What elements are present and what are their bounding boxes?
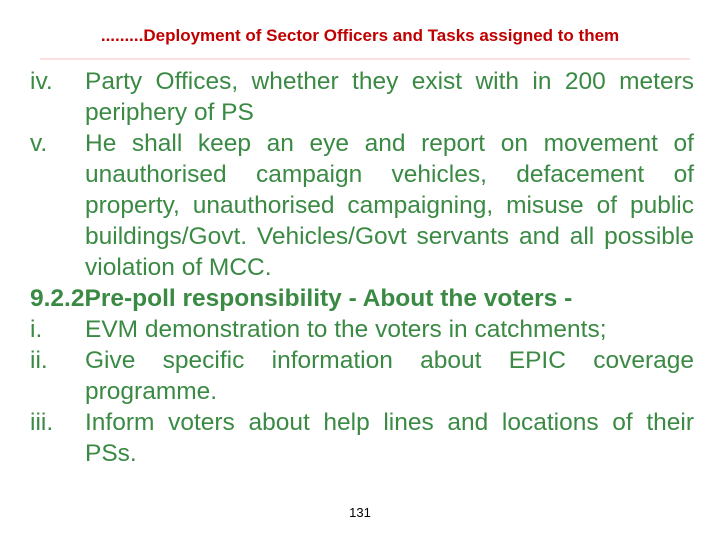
list-item-v [30,128,694,283]
title-divider [40,58,690,60]
list-text: Inform voters about help lines and locations of their PSs. [85,409,694,467]
list-text: Party Offices, whether they exist with in 200 meters periphery of PS [85,68,694,126]
page-number: 131 [349,505,371,520]
slide-title: .........Deployment of Sector Officers and Tasks assigned to them [100,26,620,45]
list-item-i [30,314,694,345]
list-text: He shall keep an eye and report on movement of unauthorised campaign vehicles, defacement of property, unauthorised campaigning, misuse of public buildings/Govt. Vehicles/Govt servants and all possible violation of MCC. [85,130,694,281]
list-item-iii [30,407,694,469]
list-item-iv [30,66,694,128]
list-number: v. [30,130,48,157]
list-number: iii. [30,409,54,436]
list-text: EVM demonstration to the voters in catchments; [85,316,607,343]
list-item-ii [30,345,694,407]
section-heading: 9.2.2Pre-poll responsibility - About the voters - [30,285,573,312]
list-number: i. [30,316,43,343]
list-number: ii. [30,347,48,374]
content-list [30,66,694,469]
list-number: iv. [30,68,53,95]
list-text: Give specific information about EPIC coverage programme. [85,347,694,405]
